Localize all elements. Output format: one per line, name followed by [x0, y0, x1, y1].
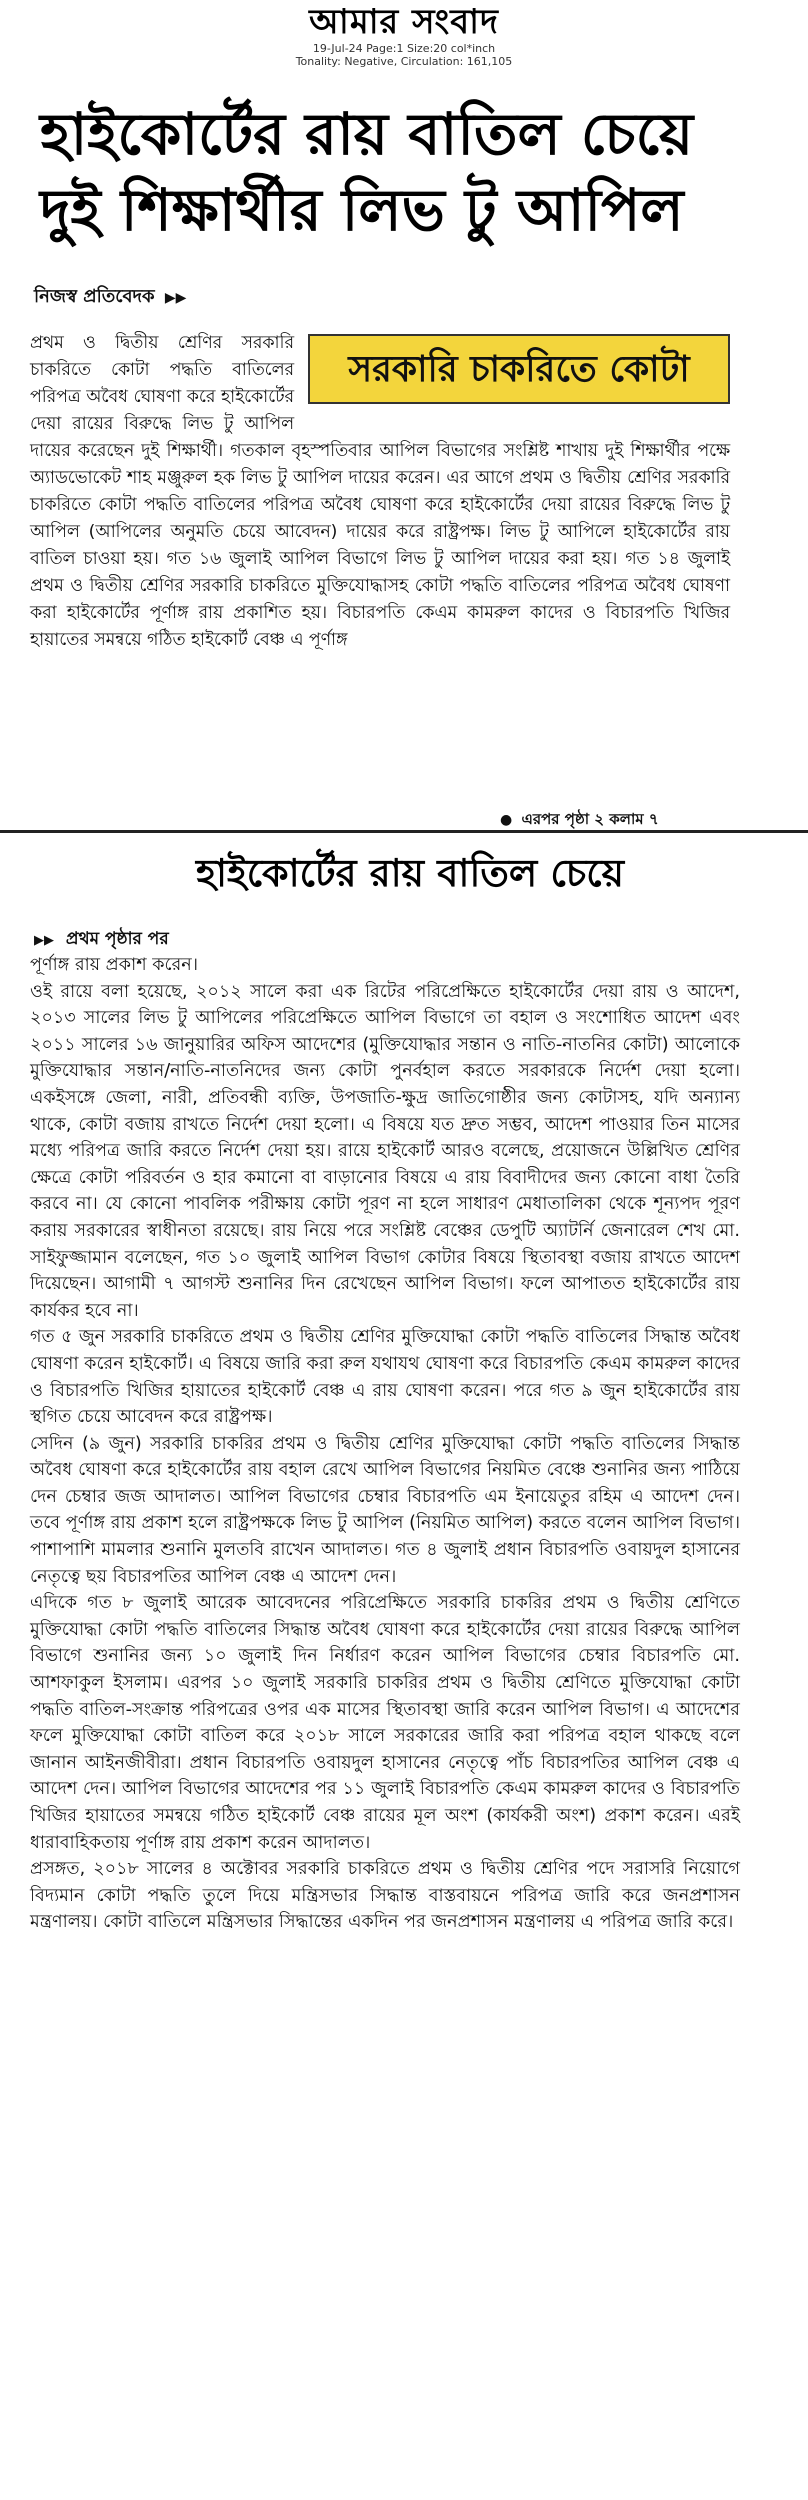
topic-tag-label: সরকারি চাকরিতে কোটা [348, 348, 690, 390]
topic-tag-box [308, 334, 730, 404]
double-arrow-icon: ▶▶ [164, 290, 187, 306]
masthead [0, 0, 808, 80]
jump-text: এরপর পৃষ্ঠা ২ কলাম ৭ [521, 810, 659, 828]
reporter-byline [34, 282, 186, 313]
continuation-body [30, 952, 740, 1936]
clipping-meta-date: 19-Jul-24 Page:1 Size:20 col*inch [312, 42, 496, 55]
body-paragraph: পূর্ণাঙ্গ রায় প্রকাশ করেন। [30, 955, 199, 975]
continued-from-label [34, 926, 169, 954]
headline-line-2: দুই শিক্ষার্থীর লিভ টু আপিল [40, 176, 684, 244]
article-headline [40, 96, 760, 248]
continued-text: প্রথম পৃষ্ঠার পর [65, 929, 169, 949]
clipping-meta-tonality: Tonality: Negative, Circulation: 161,105 [295, 55, 513, 68]
reporter-name: নিজস্ব প্রতিবেদক [34, 286, 155, 307]
body-paragraph: ওই রায়ে বলা হয়েছে, ২০১২ সালে করা এক রিটের পরিপ্রেক্ষিতে হাইকোর্টের দেয়া রায় ও আদেশ, ২০১৩ সালের লিভ টু আপিলের পরিপ্রেক্ষিতে আপিল বিভাগে তা বহাল ও সংশোধিত আদেশ এবং ২০১১ সালের ১৬ জানুয়ারির অফিস আদেশের (মুক্তিযোদ্ধার সন্তান ও নাতি-নাতনির কোটা) আলোকে মুক্তিযোদ্ধার সন্তান/নাতি-নাতনিদের জন্য কোটা পুনর্বহাল করতে সরকারকে নির্দেশ দেয়া হলো। একইসঙ্গে জেলা, নারী, প্রতিবন্ধী ব্যক্তি, উপজাতি-ক্ষুদ্র জাতিগোষ্ঠীর জন্য কোটাসহ, যদি অন্যান্য থাকে, কোটা বজায় রাখতে নির্দেশ দেয়া হলো। এ বিষয়ে যত দ্রুত সম্ভব, আদেশ পাওয়ার তিন মাসের মধ্যে পরিপত্র জারি করতে নির্দেশ দেয়া হয়। রায়ে হাইকোর্ট আরও বলেছে, প্রয়োজনে উল্লিখিত শ্রেণির ক্ষেত্রে কোটা পরিবর্তন ও হার কমানো বা বাড়ানোর বিষয়ে এ রায় বিবাদীদের জন্য কোনো বাধা তৈরি করবে না। যে কোনো পাবলিক পরীক্ষায় কোটা পূরণ না হলে সাধারণ মেধাতালিকা থেকে শূন্যপদ পূরণ করায় সরকারের স্বাধীনতা রয়েছে। রায় নিয়ে পরে সংশ্লিষ্ট বেঞ্চের ডেপুটি অ্যাটর্নি জেনারেল শেখ মো. সাইফুজ্জামান বলেছেন, গত ১০ জুলাই আপিল বিভাগ কোটার বিষয়ে স্থিতাবস্থা বজায় রাখতে আদেশ দিয়েছেন। আগামী ৭ আগস্ট শুনানির দিন রেখেছেন আপিল বিভাগ। ফলে আপাতত হাইকোর্টের রায় কার্যকর হবে না। [30, 981, 741, 1321]
lead-paragraph: প্রথম ও দ্বিতীয় শ্রেণির সরকারি চাকরিতে কোটা পদ্ধতি বাতিলের পরিপত্র অবৈধ ঘোষণা করে হাইকোর্টের দেয়া রায়ের বিরুদ্ধে লিভ টু আপিল দায়ের করেছেন দুই শিক্ষার্থী। গতকাল বৃহস্পতিবার আপিল বিভাগের সংশ্লিষ্ট শাখায় দুই শিক্ষার্থীর পক্ষে অ্যাডভোকেট শাহ মঞ্জুরুল হক লিভ টু আপিল দায়ের করেন। এর আগে প্রথম ও দ্বিতীয় শ্রেণির সরকারি চাকরিতে কোটা পদ্ধতি বাতিলের পরিপত্র অবৈধ ঘোষণা করে হাইকোর্টের দেয়া রায়ের বিরুদ্ধে লিভ টু আপিল (আপিলের অনুমতি চেয়ে আবেদন) দায়ের করে রাষ্ট্রপক্ষ। লিভ টু আপিলে হাইকোর্টের রায় বাতিল চাওয়া হয়। গত ১৬ জুলাই আপিল বিভাগে লিভ টু আপিল দায়ের করা হয়। গত ১৪ জুলাই প্রথম ও দ্বিতীয় শ্রেণির সরকারি চাকরিতে মুক্তিযোদ্ধাসহ কোটা পদ্ধতি বাতিলের পরিপত্র অবৈধ ঘোষণা করা হাইকোর্টের পূর্ণাঙ্গ রায় প্রকাশিত হয়। বিচারপতি কেএম কামরুল কাদের ও বিচারপতি খিজির হায়াতের সমন্বয়ে গঠিত হাইকোর্ট বেঞ্চ এ পূর্ণাঙ্গ [30, 333, 730, 650]
newspaper-logo: আমার সংবাদ [309, 2, 499, 42]
double-arrow-icon: ▶▶ [34, 933, 54, 948]
lead-text-block [30, 330, 730, 654]
section-divider [0, 830, 808, 833]
bullet-icon: ● [500, 812, 513, 828]
body-paragraph: প্রসঙ্গত, ২০১৮ সালের ৪ অক্টোবর সরকারি চাকরিতে প্রথম ও দ্বিতীয় শ্রেণির পদে সরাসরি নিয়োগে বিদ্যমান কোটা পদ্ধতি তুলে দিয়ে মন্ত্রিসভার সিদ্ধান্ত বাস্তবায়নে পরিপত্র জারি করে জনপ্রশাসন মন্ত্রণালয়। কোটা বাতিলে মন্ত্রিসভার সিদ্ধান্তের একদিন পর জনপ্রশাসন মন্ত্রণালয় এ পরিপত্র জারি করে। [30, 1859, 740, 1933]
body-paragraph: গত ৫ জুন সরকারি চাকরিতে প্রথম ও দ্বিতীয় শ্রেণির মুক্তিযোদ্ধা কোটা পদ্ধতি বাতিলের সিদ্ধান্ত অবৈধ ঘোষণা করেন হাইকোর্ট। এ বিষয়ে জারি করা রুল যথাযথ ঘোষণা করে বিচারপতি কেএম কামরুল কাদের ও বিচারপতি খিজির হায়াতের হাইকোর্ট বেঞ্চ এ রায় ঘোষণা করেন। পরে গত ৯ জুন হাইকোর্টের রায় স্থগিত চেয়ে আবেদন করে রাষ্ট্রপক্ষ। [30, 1327, 740, 1428]
continuation-headline: হাইকোর্টের রায় বাতিল চেয়ে [196, 851, 624, 895]
headline-line-1: হাইকোর্টের রায় বাতিল চেয়ে [40, 100, 694, 168]
body-paragraph: এদিকে গত ৮ জুলাই আরেক আবেদনের পরিপ্রেক্ষিতে সরকারি চাকরির প্রথম ও দ্বিতীয় শ্রেণিতে মুক্তিযোদ্ধা কোটা পদ্ধতি বাতিলের সিদ্ধান্ত অবৈধ ঘোষণা করে হাইকোর্টের দেয়া রায়ের বিরুদ্ধে আপিল বিভাগে শুনানির জন্য ১০ জুলাই দিন নির্ধারণ করেন আপিল বিভাগের চেম্বার বিচারপতি মো. আশফাকুল ইসলাম। এরপর ১০ জুলাই সরকারি চাকরির প্রথম ও দ্বিতীয় শ্রেণিতে মুক্তিযোদ্ধা কোটা পদ্ধতি বাতিল-সংক্রান্ত পরিপত্রের ওপর এক মাসের স্থিতাবস্থা জারি করেন আপিল বিভাগ। এ আদেশের ফলে মুক্তিযোদ্ধা কোটা বাতিল করে ২০১৮ সালে সরকারের জারি করা পরিপত্র বহাল থাকছে বলে জানান আইনজীবীরা। প্রধান বিচারপতি ওবায়দুল হাসানের নেতৃত্বে পাঁচ বিচারপতির আপিল বেঞ্চ এ আদেশ দেন। আপিল বিভাগের আদেশের পর ১১ জুলাই বিচারপতি কেএম কামরুল কাদের ও বিচারপতি খিজির হায়াতের সমন্বয়ে গঠিত হাইকোর্ট বেঞ্চ রায়ের মূল অংশ (কার্যকরী অংশ) প্রকাশ করেন। এরই ধারাবাহিকতায় পূর্ণাঙ্গ রায় প্রকাশ করেন আদালত। [30, 1593, 740, 1853]
body-paragraph: সেদিন (৯ জুন) সরকারি চাকরির প্রথম ও দ্বিতীয় শ্রেণির মুক্তিযোদ্ধা কোটা পদ্ধতি বাতিলের সিদ্ধান্ত অবৈধ ঘোষণা করে হাইকোর্টের রায় বহাল রেখে আপিল বিভাগের নিয়মিত বেঞ্চে শুনানির জন্য পাঠিয়ে দেন চেম্বার জজ আদালত। আপিল বিভাগের চেম্বার বিচারপতি এম ইনায়েতুর রহিম এ আদেশ দেন। তবে পূর্ণাঙ্গ রায় প্রকাশ হলে রাষ্ট্রপক্ষকে লিভ টু আপিল (নিয়মিত আপিল) করতে বলেন আপিল বিভাগ। পাশাপাশি মামলার শুনানি মুলতবি রাখেন আদালত। গত ৪ জুলাই প্রধান বিচারপতি ওবায়দুল হাসানের নেতৃত্বে ছয় বিচারপতির আপিল বেঞ্চ এ আদেশ দেন। [30, 1433, 741, 1587]
